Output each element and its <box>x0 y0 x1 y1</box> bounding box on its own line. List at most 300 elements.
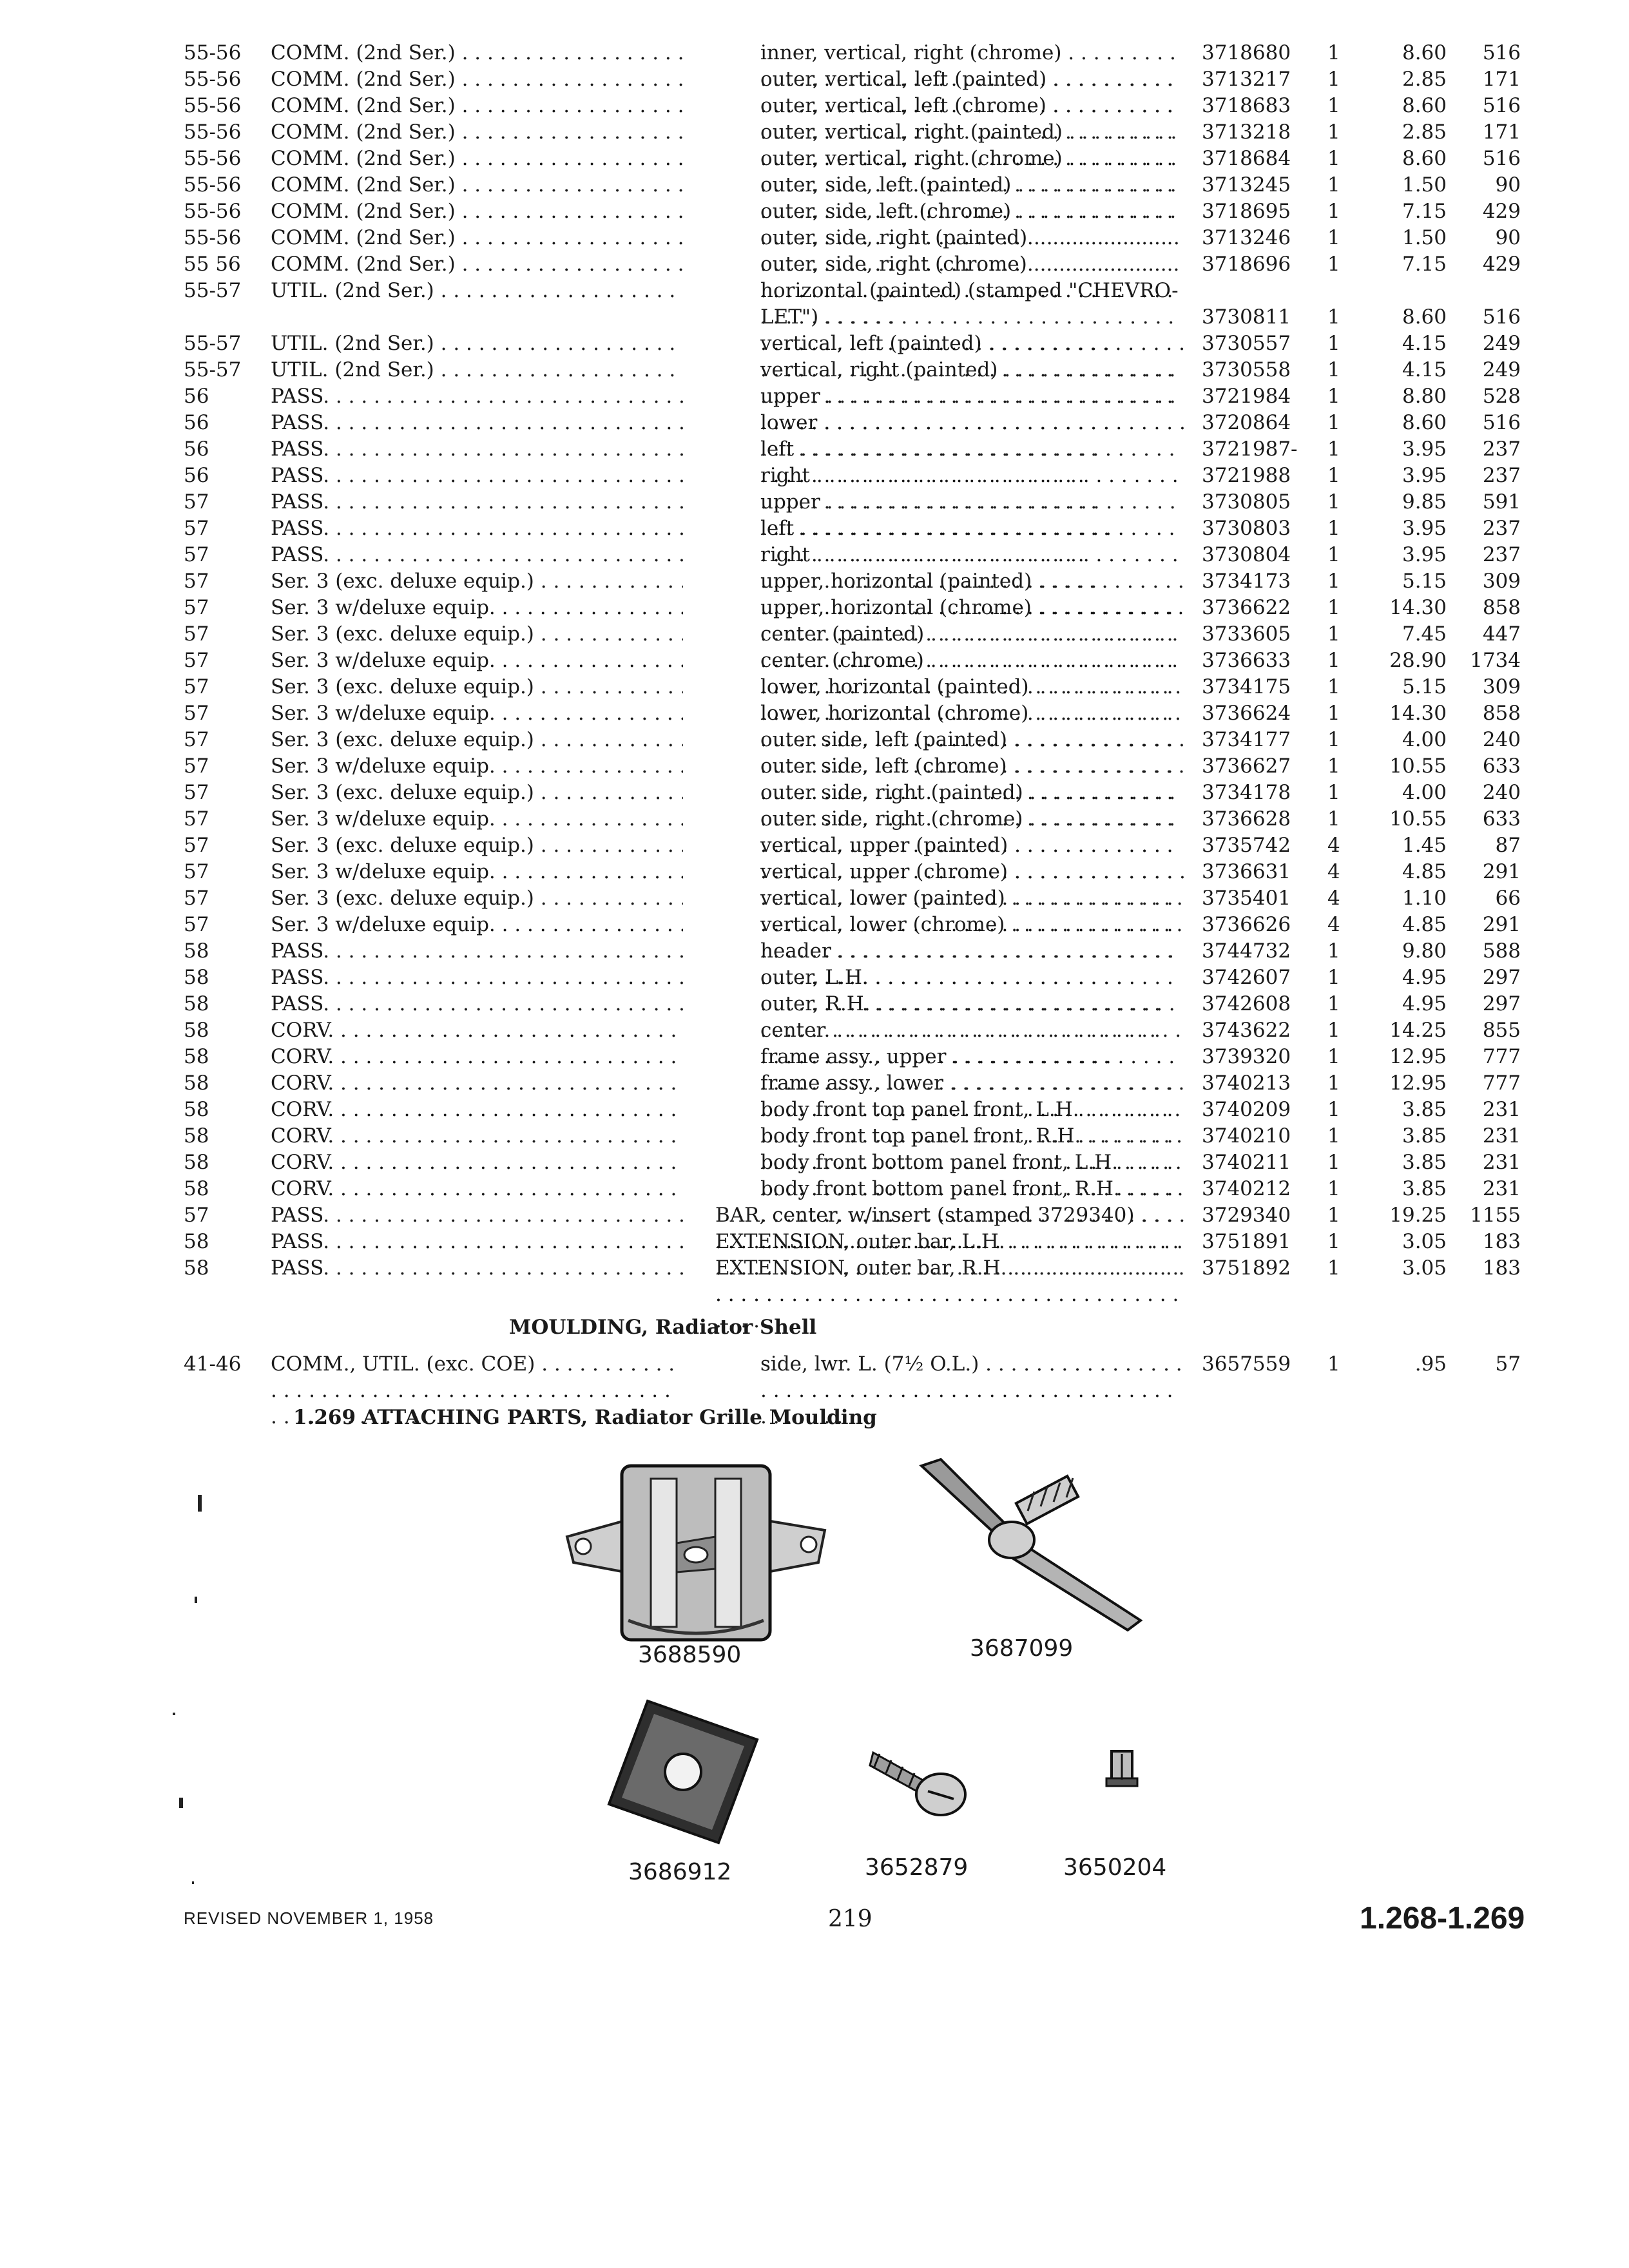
cell-description: outer, vertical, right (chrome) . . . <box>760 146 1186 225</box>
cell-description: center (chrome) . . . <box>760 648 1186 727</box>
cell-price: 4.85 <box>1402 913 1447 936</box>
cell-part-number: 3736628 <box>1202 807 1291 831</box>
cell-year: 58 <box>184 1230 209 1253</box>
cell-quantity: 1 <box>1327 147 1340 170</box>
cell-part-number: 3740210 <box>1202 1124 1291 1148</box>
retainer-plate-illustration <box>602 1695 764 1849</box>
table-row <box>0 515 1629 542</box>
cell-model: PASS. . . . <box>271 489 683 515</box>
cell-quantity: 1 <box>1327 966 1340 989</box>
cell-model: PASS. . . . <box>271 1202 683 1229</box>
cell-price: 7.45 <box>1402 622 1447 646</box>
cell-model: Ser. 3 w/deluxe equip. . . . <box>271 859 683 885</box>
cell-price: 3.95 <box>1402 437 1447 461</box>
cell-model: Ser. 3 w/deluxe equip. . . . <box>271 806 683 832</box>
cell-model: Ser. 3 w/deluxe equip. . . . <box>271 595 683 621</box>
cell-description: body front bottom panel front, R.H. . . . <box>760 1176 1186 1255</box>
cell-year: 55-56 <box>184 94 242 117</box>
table-row <box>0 991 1629 1017</box>
cell-description: upper, horizontal (chrome) . . . <box>760 595 1186 674</box>
table-row <box>0 648 1629 674</box>
cell-list: 633 <box>1482 754 1521 778</box>
cell-quantity: 4 <box>1327 834 1340 857</box>
cell-description: vertical, upper (painted) . . . <box>760 832 1186 912</box>
cell-model: PASS. . . . <box>271 436 683 463</box>
cell-quantity: 1 <box>1327 411 1340 434</box>
cell-model: CORV. . . . <box>271 1123 683 1149</box>
cell-model: UTIL. (2nd Ser.) . . . <box>271 357 683 383</box>
cell-model: COMM. (2nd Ser.) . . . <box>271 172 683 198</box>
cell-model: CORV. . . . <box>271 1070 683 1097</box>
nut-illustration <box>1099 1746 1144 1791</box>
cell-price: 8.60 <box>1402 147 1447 170</box>
cell-model: UTIL. (2nd Ser.) . . . <box>271 278 683 304</box>
cell-description: frame assy., upper . . . <box>760 1044 1186 1123</box>
cell-model: COMM. (2nd Ser.) . . . <box>271 251 683 278</box>
table-row <box>0 383 1629 410</box>
cell-list: 90 <box>1495 173 1521 197</box>
cell-part-number: 3736622 <box>1202 596 1291 619</box>
cell-list: 855 <box>1482 1019 1521 1042</box>
cell-quantity: 1 <box>1327 1256 1340 1280</box>
cell-description: left . . . <box>760 515 1186 568</box>
cell-price: 10.55 <box>1389 754 1447 778</box>
cell-description: outer, side, right (painted) . . . <box>760 225 1186 304</box>
cell-part-number: 3730557 <box>1202 332 1291 355</box>
cell-year: 58 <box>184 992 209 1015</box>
cell-quantity: 1 <box>1327 543 1340 566</box>
cell-quantity: 1 <box>1327 1019 1340 1042</box>
cell-quantity: 1 <box>1327 1352 1340 1376</box>
cell-year: 55-57 <box>184 332 242 355</box>
cell-description: EXTENSION, outer bar, L.H. . . . <box>715 1229 1186 1308</box>
scan-mark <box>179 1798 183 1808</box>
cell-year: 58 <box>184 1098 209 1121</box>
cell-model: Ser. 3 (exc. deluxe equip.) . . . <box>271 885 683 912</box>
scan-mark <box>195 1597 197 1603</box>
cell-description: center (painted) . . . <box>760 621 1186 700</box>
cell-model: PASS. . . . <box>271 383 683 410</box>
scan-mark <box>198 1495 202 1512</box>
cell-quantity: 1 <box>1327 1151 1340 1174</box>
cell-year: 55-56 <box>184 226 242 249</box>
cell-price: 4.15 <box>1402 358 1447 381</box>
cell-list: 858 <box>1482 596 1521 619</box>
cell-year: 57 <box>184 570 209 593</box>
cell-list: 171 <box>1482 68 1521 91</box>
cell-quantity: 1 <box>1327 1124 1340 1148</box>
cell-list: 231 <box>1482 1177 1521 1200</box>
table-row <box>0 938 1629 965</box>
cell-quantity: 1 <box>1327 702 1340 725</box>
cell-description: upper . . . <box>760 489 1186 542</box>
table-row <box>0 1070 1629 1097</box>
table-row <box>0 410 1629 436</box>
cell-part-number: 3736624 <box>1202 702 1291 725</box>
cell-description: center . . . <box>760 1017 1186 1070</box>
cell-model: COMM. (2nd Ser.) . . . <box>271 119 683 146</box>
cell-list: 183 <box>1482 1230 1521 1253</box>
cell-description: body front top panel front, L.H. . . . <box>760 1097 1186 1176</box>
cell-description: vertical, upper (chrome) . . . <box>760 859 1186 938</box>
cell-quantity: 4 <box>1327 913 1340 936</box>
cell-part-number: 3740212 <box>1202 1177 1291 1200</box>
cell-year: 56 <box>184 437 209 461</box>
cell-quantity: 1 <box>1327 385 1340 408</box>
cell-description: right . . . <box>760 542 1186 595</box>
table-row <box>0 1255 1629 1282</box>
cell-part-number: 3751892 <box>1202 1256 1291 1280</box>
cell-part-number: 3718683 <box>1202 94 1291 117</box>
cell-quantity: 1 <box>1327 1098 1340 1121</box>
cell-part-number: 3713245 <box>1202 173 1291 197</box>
cell-list: 633 <box>1482 807 1521 831</box>
cell-list: 777 <box>1482 1072 1521 1095</box>
cell-description: outer, side, left (painted) . . . <box>760 172 1186 251</box>
table-row <box>0 1149 1629 1176</box>
cell-price: 3.85 <box>1402 1151 1447 1174</box>
cell-part-number: 3713218 <box>1202 120 1291 144</box>
cell-price: 3.05 <box>1402 1256 1447 1280</box>
cell-part-number: 3736633 <box>1202 649 1291 672</box>
cell-part-number: 3740211 <box>1202 1151 1291 1174</box>
cell-year: 58 <box>184 1072 209 1095</box>
cell-year: 56 <box>184 411 209 434</box>
cell-part-number: 3744732 <box>1202 939 1291 963</box>
cell-price: 9.80 <box>1402 939 1447 963</box>
part-number-label: 3687099 <box>970 1635 1074 1662</box>
grille-bolt-clip-illustration <box>915 1453 1160 1633</box>
table-row <box>0 463 1629 489</box>
table-row <box>0 1044 1629 1070</box>
cell-part-number: 3713246 <box>1202 226 1291 249</box>
cell-year: 57 <box>184 913 209 936</box>
cell-part-number: 3730803 <box>1202 517 1291 540</box>
table-row <box>0 436 1629 463</box>
cell-part-number: 3751891 <box>1202 1230 1291 1253</box>
cell-part-number: 3730811 <box>1202 305 1291 329</box>
cell-price: 8.60 <box>1402 305 1447 329</box>
cell-model: CORV. . . . <box>271 1097 683 1123</box>
cell-part-number: 3721988 <box>1202 464 1291 487</box>
moulding-row <box>0 1351 1629 1378</box>
cell-list: 297 <box>1482 992 1521 1015</box>
table-row <box>0 1123 1629 1149</box>
cell-price: 28.90 <box>1389 649 1447 672</box>
cell-model: Ser. 3 w/deluxe equip. . . . <box>271 912 683 938</box>
cell-quantity: 1 <box>1327 622 1340 646</box>
cell-quantity: 1 <box>1327 1045 1340 1068</box>
cell-model: CORV. . . . <box>271 1149 683 1176</box>
table-row <box>0 780 1629 806</box>
cell-list: 528 <box>1482 385 1521 408</box>
cell-description: outer, R.H. . . . <box>760 991 1186 1044</box>
cell-description: BAR, center, w/insert (stamped 3729340) . . . <box>715 1202 1186 1282</box>
cell-list: 171 <box>1482 120 1521 144</box>
cell-price: 8.80 <box>1402 385 1447 408</box>
cell-quantity: 1 <box>1327 992 1340 1015</box>
cell-part-number: 3718684 <box>1202 147 1291 170</box>
revision-date: REVISED NOVEMBER 1, 1958 <box>184 1908 434 1928</box>
attaching-parts-heading: 1.269 ATTACHING PARTS, Radiator Grille Moulding <box>293 1406 877 1429</box>
cell-part-number: 3743622 <box>1202 1019 1291 1042</box>
cell-list: 309 <box>1482 570 1521 593</box>
cell-description: EXTENSION, outer bar, R.H. . . . <box>715 1255 1186 1334</box>
cell-part-number: 3735742 <box>1202 834 1291 857</box>
cell-quantity: 1 <box>1327 226 1340 249</box>
cell-quantity: 1 <box>1327 939 1340 963</box>
cell-description: lower, horizontal (painted) . . . <box>760 674 1186 753</box>
cell-price: 3.95 <box>1402 517 1447 540</box>
cell-description: vertical, left (painted) . . . <box>760 331 1186 410</box>
cell-list: 66 <box>1495 887 1521 910</box>
cell-part-number: 3657559 <box>1202 1352 1291 1376</box>
cell-quantity: 1 <box>1327 570 1340 593</box>
cell-list: 429 <box>1482 200 1521 223</box>
cell-list: 516 <box>1482 41 1521 64</box>
cell-part-number: 3739320 <box>1202 1045 1291 1068</box>
cell-year: 57 <box>184 1204 209 1227</box>
cell-quantity: 1 <box>1327 94 1340 117</box>
cell-price: 1.50 <box>1402 173 1447 197</box>
cell-description: left . . . <box>760 436 1186 489</box>
table-row <box>0 225 1629 251</box>
cell-price: 10.55 <box>1389 807 1447 831</box>
cell-description: horizontal (painted) (stamped "CHEVRO-LET") . . . <box>760 278 1186 357</box>
cell-quantity: 1 <box>1327 437 1340 461</box>
table-row <box>0 700 1629 727</box>
table-row <box>0 1202 1629 1229</box>
table-row <box>0 146 1629 172</box>
cell-quantity: 1 <box>1327 1177 1340 1200</box>
cell-price: 12.95 <box>1389 1045 1447 1068</box>
cell-price: 2.85 <box>1402 68 1447 91</box>
table-row <box>0 357 1629 383</box>
cell-year: 58 <box>184 966 209 989</box>
table-row <box>0 278 1629 331</box>
table-row <box>0 542 1629 568</box>
cell-year: 58 <box>184 1045 209 1068</box>
cell-price: 7.15 <box>1402 200 1447 223</box>
scan-mark <box>192 1881 194 1884</box>
cell-year: 58 <box>184 1256 209 1280</box>
cell-description: outer side, right (chrome) . . . <box>760 806 1186 885</box>
cell-model: PASS. . . . <box>271 1255 683 1282</box>
cell-price: 4.00 <box>1402 728 1447 751</box>
cell-description: outer, side, left (chrome) . . . <box>760 198 1186 278</box>
cell-model: CORV. . . . <box>271 1017 683 1044</box>
cell-description: outer, side, right (chrome) . . . <box>760 251 1186 331</box>
cell-year: 57 <box>184 490 209 514</box>
cell-list: 291 <box>1482 860 1521 883</box>
cell-model: COMM. (2nd Ser.) . . . <box>271 66 683 93</box>
cell-list: 858 <box>1482 702 1521 725</box>
cell-year: 57 <box>184 860 209 883</box>
cell-list: 447 <box>1482 622 1521 646</box>
moulding-heading: MOULDING, Radiator Shell <box>509 1316 817 1339</box>
cell-part-number: 3734173 <box>1202 570 1291 593</box>
cell-model: Ser. 3 w/deluxe equip. . . . <box>271 753 683 780</box>
cell-year: 57 <box>184 649 209 672</box>
cell-model: Ser. 3 (exc. deluxe equip.) . . . <box>271 674 683 700</box>
cell-list: 240 <box>1482 781 1521 804</box>
part-number-label: 3686912 <box>628 1859 732 1885</box>
cell-model: PASS. . . . <box>271 515 683 542</box>
cell-price: 3.85 <box>1402 1124 1447 1148</box>
cell-description: lower . . . <box>760 410 1186 463</box>
cell-list: 516 <box>1482 411 1521 434</box>
cell-model: PASS. . . . <box>271 965 683 991</box>
cell-list: 231 <box>1482 1098 1521 1121</box>
cell-description: upper, horizontal (painted) . . . <box>760 568 1186 648</box>
parts-table <box>0 40 1629 1282</box>
cell-part-number: 3718696 <box>1202 253 1291 276</box>
cell-year: 57 <box>184 622 209 646</box>
cell-year: 58 <box>184 1019 209 1042</box>
cell-model: COMM. (2nd Ser.) . . . <box>271 93 683 119</box>
cell-year: 55-56 <box>184 41 242 64</box>
cell-price: 4.00 <box>1402 781 1447 804</box>
cell-quantity: 1 <box>1327 305 1340 329</box>
cell-price: 1.10 <box>1402 887 1447 910</box>
cell-description: body front top panel front, R.H. . . . <box>760 1123 1186 1202</box>
cell-model: PASS. . . . <box>271 463 683 489</box>
table-row <box>0 727 1629 753</box>
scan-mark <box>173 1713 175 1715</box>
cell-list: 297 <box>1482 966 1521 989</box>
cell-price: 3.85 <box>1402 1098 1447 1121</box>
cell-price: 14.25 <box>1389 1019 1447 1042</box>
cell-list: 90 <box>1495 226 1521 249</box>
table-row <box>0 832 1629 859</box>
cell-list: 588 <box>1482 939 1521 963</box>
part-number-label: 3688590 <box>638 1642 742 1668</box>
cell-price: 8.60 <box>1402 411 1447 434</box>
cell-list: 237 <box>1482 437 1521 461</box>
section-number: 1.268-1.269 <box>1360 1901 1525 1936</box>
cell-year: 58 <box>184 939 209 963</box>
cell-part-number: 3733605 <box>1202 622 1291 646</box>
table-row <box>0 93 1629 119</box>
cell-list: 237 <box>1482 517 1521 540</box>
cell-list: 291 <box>1482 913 1521 936</box>
cell-quantity: 1 <box>1327 781 1340 804</box>
cell-list: 183 <box>1482 1256 1521 1280</box>
cell-list: 516 <box>1482 147 1521 170</box>
part-number-label: 3652879 <box>865 1854 969 1881</box>
cell-part-number: 3730804 <box>1202 543 1291 566</box>
cell-list: 591 <box>1482 490 1521 514</box>
cell-part-number: 3742607 <box>1202 966 1291 989</box>
cell-quantity: 1 <box>1327 253 1340 276</box>
cell-year: 57 <box>184 834 209 857</box>
cell-quantity: 1 <box>1327 490 1340 514</box>
cell-part-number: 3730558 <box>1202 358 1291 381</box>
cell-year: 57 <box>184 781 209 804</box>
cell-year: 55 56 <box>184 253 241 276</box>
cell-quantity: 1 <box>1327 649 1340 672</box>
cell-model: PASS. . . . <box>271 542 683 568</box>
table-row <box>0 172 1629 198</box>
cell-quantity: 1 <box>1327 1230 1340 1253</box>
cell-description: right . . . <box>760 463 1186 515</box>
cell-quantity: 1 <box>1327 332 1340 355</box>
cell-part-number: 3721987- <box>1202 437 1298 461</box>
cell-model: COMM. (2nd Ser.) . . . <box>271 198 683 225</box>
cell-list: 231 <box>1482 1151 1521 1174</box>
table-row <box>0 489 1629 515</box>
cell-year: 57 <box>184 887 209 910</box>
cell-price: 4.85 <box>1402 860 1447 883</box>
cell-year: 55-57 <box>184 279 242 302</box>
cell-model: Ser. 3 (exc. deluxe equip.) . . . <box>271 832 683 859</box>
cell-part-number: 3734178 <box>1202 781 1291 804</box>
cell-list: 240 <box>1482 728 1521 751</box>
cell-price: 5.15 <box>1402 675 1447 698</box>
cell-description: header . . . <box>760 938 1186 991</box>
cell-part-number: 3721984 <box>1202 385 1291 408</box>
cell-model: COMM. (2nd Ser.) . . . <box>271 40 683 66</box>
page-number: 219 <box>828 1906 872 1932</box>
cell-price: 3.95 <box>1402 543 1447 566</box>
cell-year: 57 <box>184 596 209 619</box>
cell-price: 8.60 <box>1402 41 1447 64</box>
cell-model: CORV. . . . <box>271 1044 683 1070</box>
cell-part-number: 3720864 <box>1202 411 1291 434</box>
table-row <box>0 965 1629 991</box>
cell-quantity: 1 <box>1327 120 1340 144</box>
table-row <box>0 1017 1629 1044</box>
cell-model: Ser. 3 w/deluxe equip. . . . <box>271 648 683 674</box>
cell-part-number: 3729340 <box>1202 1204 1291 1227</box>
cell-model: COMM. (2nd Ser.) . . . <box>271 146 683 172</box>
cell-year: 41-46 <box>184 1352 242 1376</box>
cell-description: outer side, left (painted) . . . <box>760 727 1186 806</box>
cell-quantity: 1 <box>1327 1072 1340 1095</box>
table-row <box>0 912 1629 938</box>
cell-price: 14.30 <box>1389 702 1447 725</box>
cell-quantity: 1 <box>1327 807 1340 831</box>
cell-model: COMM. (2nd Ser.) . . . <box>271 225 683 251</box>
cell-price: 12.95 <box>1389 1072 1447 1095</box>
cell-price: 1.50 <box>1402 226 1447 249</box>
cell-price: 1.45 <box>1402 834 1447 857</box>
cell-price: 4.95 <box>1402 992 1447 1015</box>
cell-part-number: 3718695 <box>1202 200 1291 223</box>
cell-description: outer, vertical, left (painted) . . . <box>760 66 1186 146</box>
table-row <box>0 753 1629 780</box>
cell-part-number: 3736627 <box>1202 754 1291 778</box>
cell-description: vertical, lower (chrome) . . . <box>760 912 1186 991</box>
cell-description: upper . . . <box>760 383 1186 436</box>
cell-model: COMM., UTIL. (exc. COE) . . . <box>271 1351 683 1430</box>
cell-list: 237 <box>1482 543 1521 566</box>
cell-model: Ser. 3 (exc. deluxe equip.) . . . <box>271 727 683 753</box>
cell-year: 58 <box>184 1177 209 1200</box>
cell-list: 87 <box>1495 834 1521 857</box>
cell-part-number: 3740209 <box>1202 1098 1291 1121</box>
cell-description: frame assy., lower . . . <box>760 1070 1186 1149</box>
cell-quantity: 1 <box>1327 517 1340 540</box>
cell-description: vertical, lower (painted) . . . <box>760 885 1186 965</box>
cell-list: 249 <box>1482 332 1521 355</box>
cell-description: outer, vertical, right (painted) . . . <box>760 119 1186 198</box>
cell-quantity: 1 <box>1327 728 1340 751</box>
grille-clip-illustration <box>554 1459 838 1646</box>
cell-price: 8.60 <box>1402 94 1447 117</box>
cell-price: 2.85 <box>1402 120 1447 144</box>
cell-year: 57 <box>184 702 209 725</box>
